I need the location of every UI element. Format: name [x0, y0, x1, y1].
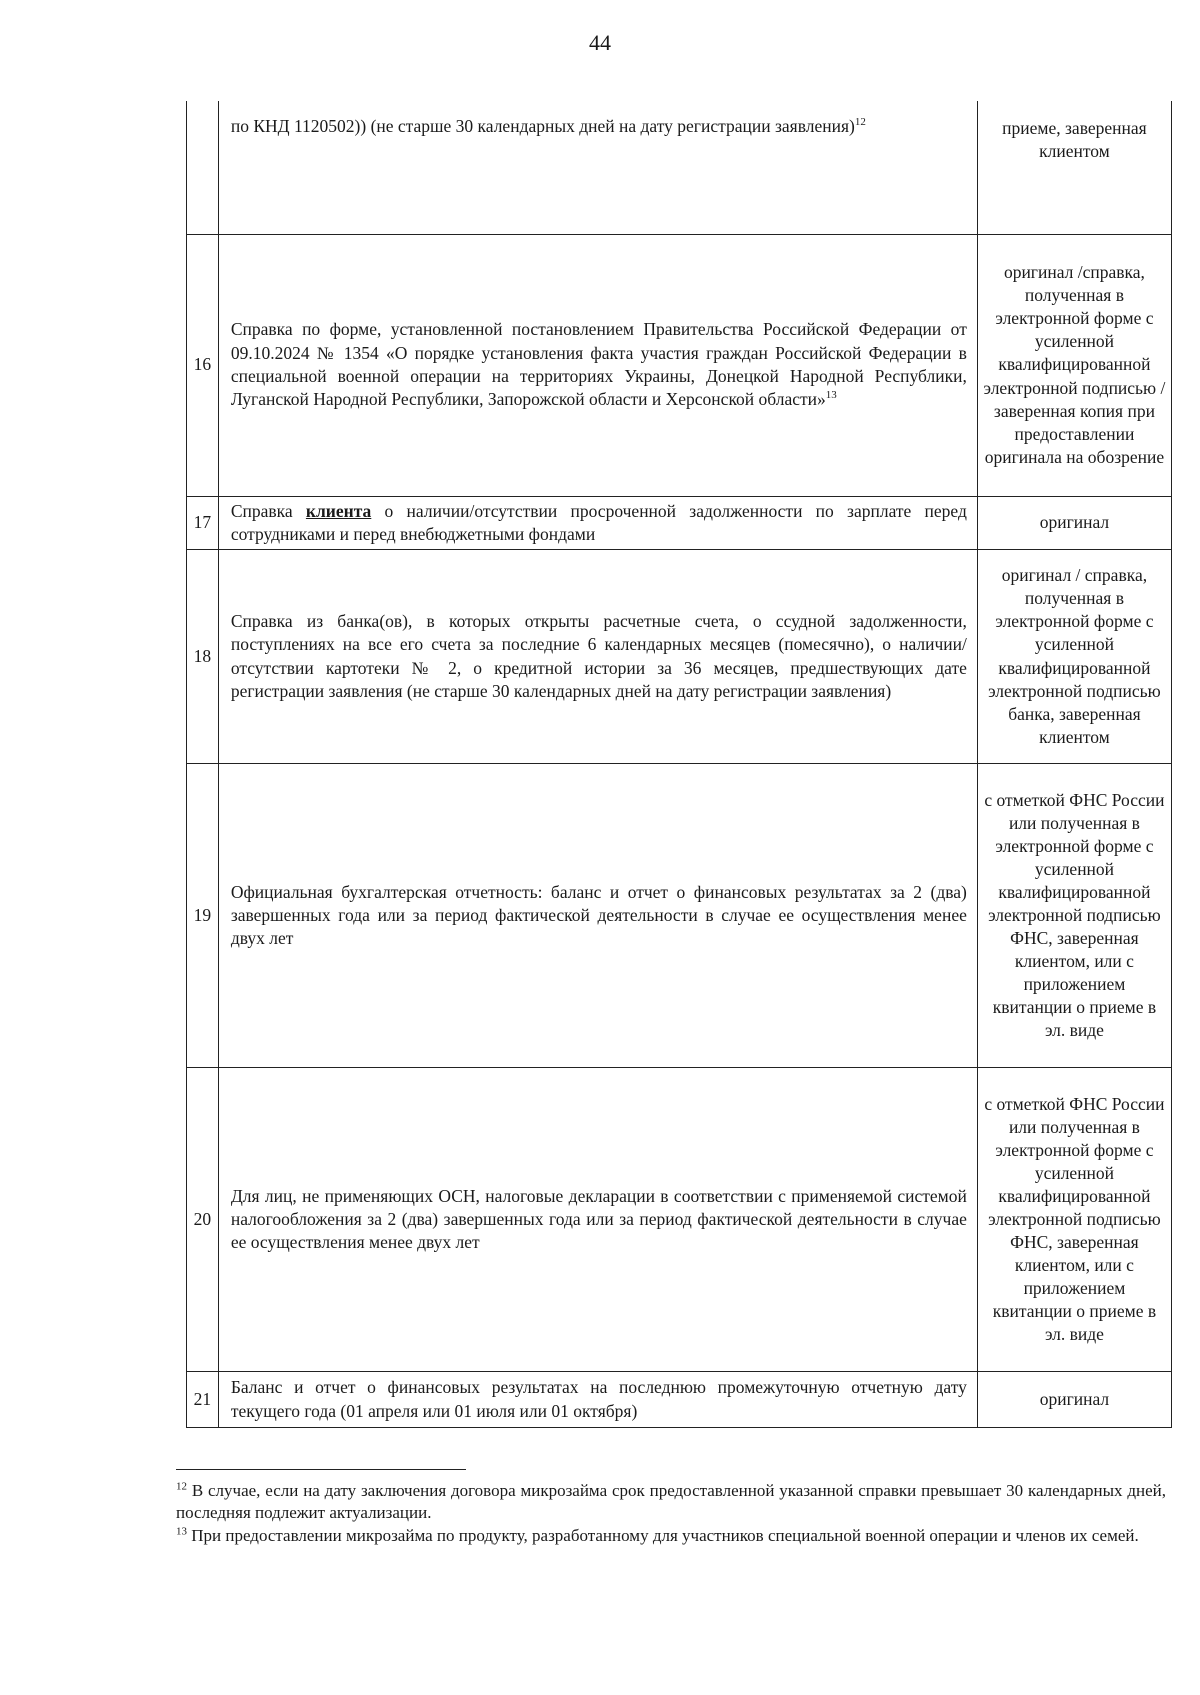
document-form: с отметкой ФНС России или полученная в электронной форме с усиленной квалифицированной электронной подписью ФНС, заверенная клиентом, или с приложением квитанции о приеме в эл. виде — [977, 764, 1171, 1068]
table-row — [187, 764, 1172, 1068]
document-description: Официальная бухгалтерская отчетность: баланс и отчет о финансовых результатах за 2 (два) завершенных года или за период фактической деятельности в случае ее осуществления менее двух лет — [218, 764, 977, 1068]
document-description: Баланс и отчет о финансовых результатах на последнюю промежуточную отчетную дату текущего года (01 апреля или 01 июля или 01 октября) — [218, 1372, 977, 1428]
document-description: Справка клиента о наличии/отсутствии просроченной задолженности по зарплате перед сотрудниками и перед внебюджетными фондами — [218, 496, 977, 550]
document-description: Справка по форме, установленной постановлением Правительства Российской Федерации от 09.10.2024 № 1354 «О порядке установления факта участия граждан Российской Федерации в специальной военной операции на территориях Украины, Донецкой Народной Республики, Луганской Народной Республики, Запорожской области и Херсонской области»$^{13}$ — [218, 234, 977, 496]
footnote-marker: 12 — [176, 1480, 187, 1493]
table-row — [187, 101, 1172, 234]
footnote-separator — [176, 1469, 466, 1470]
row-number: 21 — [187, 1372, 219, 1428]
table-row — [187, 550, 1172, 764]
document-form: оригинал — [977, 1372, 1171, 1428]
document-description: Для лиц, не применяющих ОСН, налоговые декларации в соответствии с применяемой системой налогообложения за 2 (два) завершенных года или за период фактической деятельности в случае ее осуществления менее двух лет — [218, 1068, 977, 1372]
table-row — [187, 1068, 1172, 1372]
row-number: 19 — [187, 764, 219, 1068]
documents-table — [186, 101, 1172, 1428]
row-number: 20 — [187, 1068, 219, 1372]
row-number — [187, 101, 219, 234]
footnote — [176, 1525, 1166, 1547]
footnote-text: В случае, если на дату заключения договора микрозайма срок предоставленной указанной справки превышает 30 календарных дней, последняя подлежит актуализации. — [176, 1481, 1166, 1523]
footnote-text: При предоставлении микрозайма по продукту, разработанному для участников специальной военной операции и членов их семей. — [187, 1525, 1139, 1545]
footnotes — [176, 1480, 1166, 1547]
document-form: оригинал /справка, полученная в электронной форме с усиленной квалифицированной электронной подписью / заверенная копия при предоставлении оригинала на обозрение — [977, 234, 1171, 496]
row-number: 18 — [187, 550, 219, 764]
footnote — [176, 1480, 1166, 1525]
document-form: приеме, заверенная клиентом — [977, 101, 1171, 234]
document-description: Справка из банка(ов), в которых открыты расчетные счета, о ссудной задолженности, поступлениях на все его счета за последние 6 календарных месяцев (помесячно), о наличии/отсутствии картотеки № 2, о кредитной истории за 36 месяцев, предшествующих дате регистрации заявления (не старше 30 календарных дней на дату регистрации заявления) — [218, 550, 977, 764]
document-form: оригинал / справка, полученная в электронной форме с усиленной квалифицированной электронной подписью банка, заверенная клиентом — [977, 550, 1171, 764]
document-form: с отметкой ФНС России или полученная в электронной форме с усиленной квалифицированной электронной подписью ФНС, заверенная клиентом, или с приложением квитанции о приеме в эл. виде — [977, 1068, 1171, 1372]
documents-table-body — [187, 101, 1172, 1428]
row-number: 16 — [187, 234, 219, 496]
page-number: 44 — [589, 30, 611, 55]
document-description: по КНД 1120502)) (не старше 30 календарных дней на дату регистрации заявления)$^{12}$ — [218, 101, 977, 234]
row-number: 17 — [187, 496, 219, 550]
footnote-marker: 13 — [176, 1525, 187, 1538]
table-row — [187, 234, 1172, 496]
document-form: оригинал — [977, 496, 1171, 550]
table-row — [187, 1372, 1172, 1428]
table-row — [187, 496, 1172, 550]
